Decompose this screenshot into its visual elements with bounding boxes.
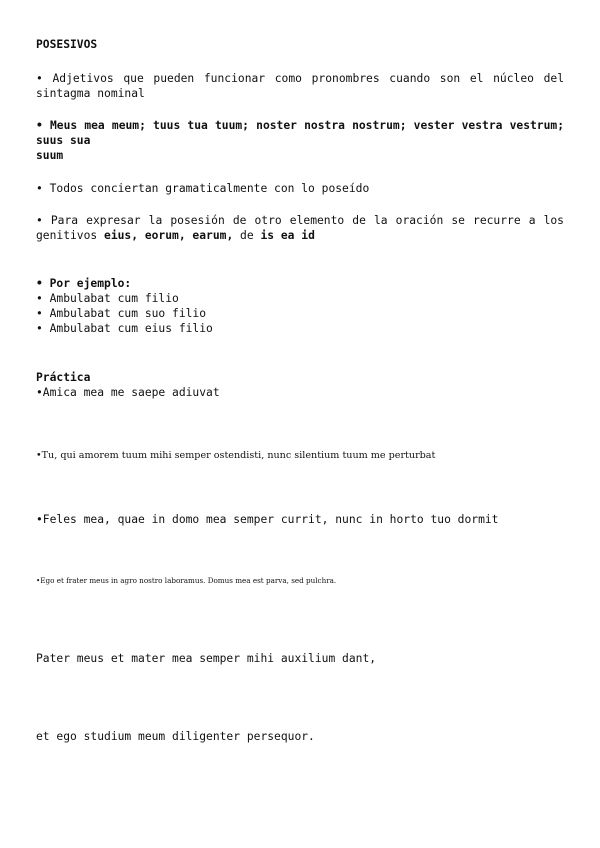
forms-line-2: suum (36, 149, 64, 162)
genitive-forms: eius, eorum, earum, (104, 229, 234, 242)
practice-sentence-6: et ego studium meum diligenter persequor. (36, 730, 315, 743)
list-item: • Ambulabat cum eius filio (36, 322, 213, 335)
practice-sentence-2: •Tu, qui amorem tuum mihi semper ostendisti, nunc silentium tuum me perturbat (36, 450, 436, 461)
definition-paragraph: • Adjetivos que pueden funcionar como pronombres cuando son el núcleo del sintagma nominal (36, 72, 564, 100)
practice-section (36, 370, 564, 400)
genitives-text: • Para expresar la posesión de otro elemento de la oración se recurre a los genitivos (36, 214, 564, 242)
list-item: • Ambulabat cum suo filio (36, 307, 207, 320)
page-title: POSESIVOS (36, 38, 98, 51)
list-item: • Ambulabat cum filio (36, 292, 179, 305)
genitives-connector: de (233, 229, 261, 242)
practice-sentence-3: •Feles mea, quae in domo mea semper currit, nunc in horto tuo dormit (36, 513, 499, 526)
genitives-paragraph (36, 213, 564, 243)
practice-sentence-4: •Ego et frater meus in agro nostro laboramus. Domus mea est parva, sed pulchra. (36, 576, 337, 585)
practice-sentence-1: •Amica mea me saepe adiuvat (36, 386, 220, 399)
practice-heading: Práctica (36, 371, 91, 384)
forms-line-1: • Meus mea meum; tuus tua tuum; noster nostra nostrum; vester vestra vestrum; suus sua (36, 119, 564, 147)
examples-heading: • Por ejemplo: (36, 277, 132, 290)
examples-list (36, 276, 564, 336)
agreement-paragraph: • Todos conciertan gramaticalmente con lo poseído (36, 182, 370, 195)
pronoun-is-ea-id: is ea id (260, 229, 315, 242)
practice-sentence-5: Pater meus et mater mea semper mihi auxilium dant, (36, 652, 377, 665)
possessive-forms (36, 118, 564, 163)
